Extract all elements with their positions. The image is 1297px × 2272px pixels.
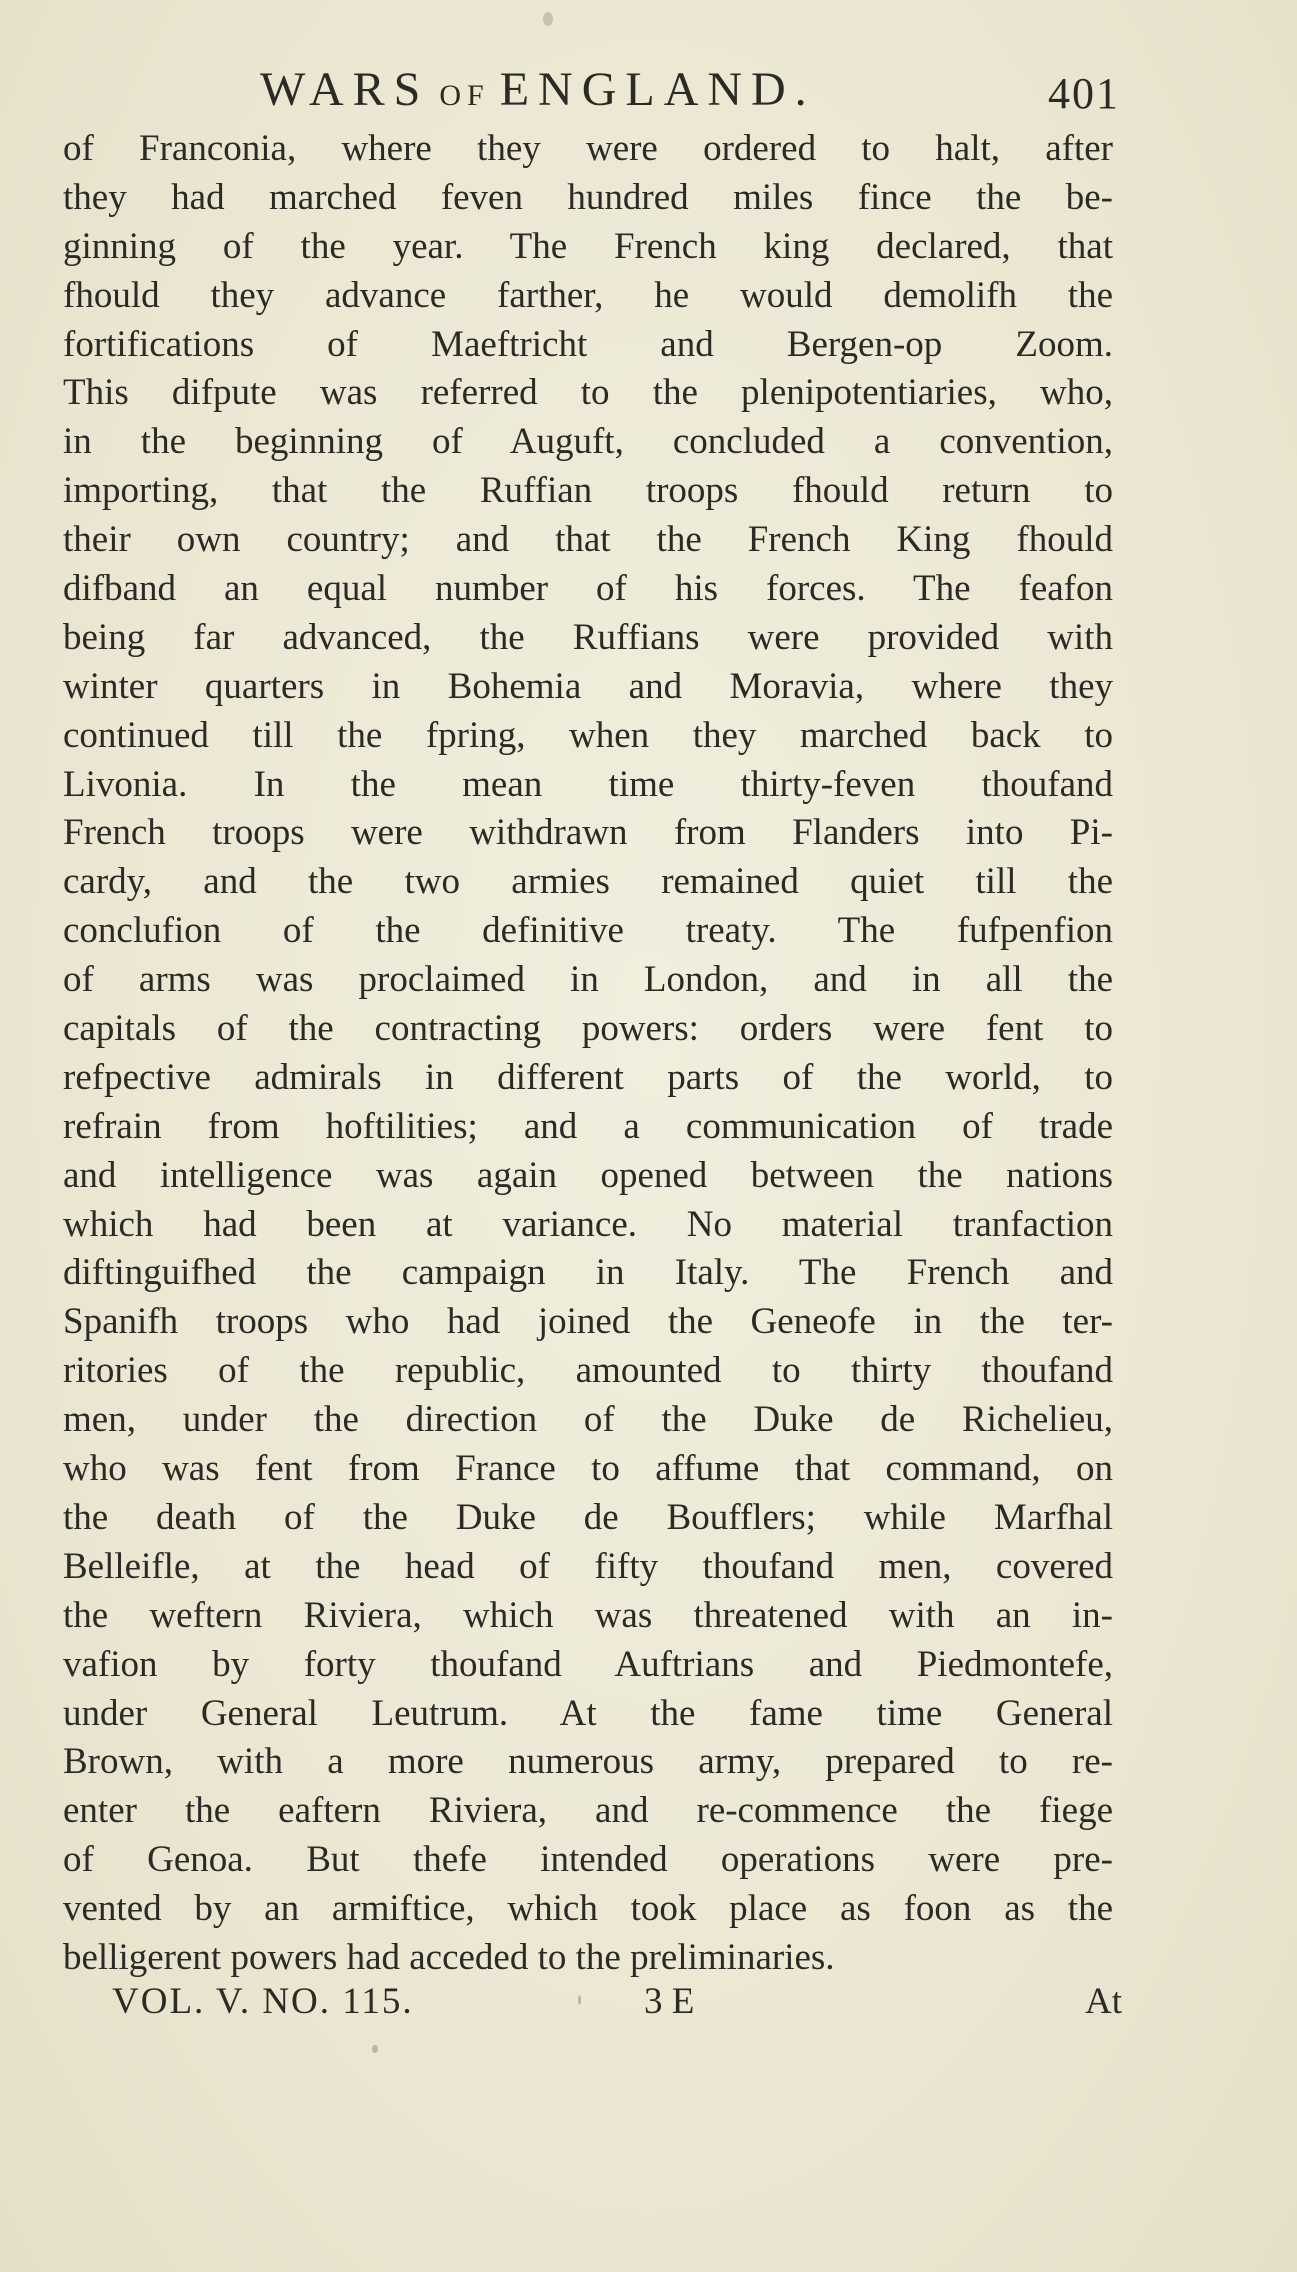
text-line: enter the eaftern Riviera, and re-commence the fiege — [63, 1790, 1113, 1832]
text-line: in the beginning of Auguft, concluded a convention, — [63, 421, 1113, 463]
text-line: fortifications of Maeftricht and Bergen-op Zoom. — [63, 323, 1113, 365]
text-line: being far advanced, the Ruffians were provided with — [63, 616, 1113, 658]
text-line: the death of the Duke de Boufflers; while Marfhal — [63, 1496, 1113, 1538]
text-line: Belleifle, at the head of fifty thoufand men, covered — [63, 1545, 1113, 1587]
volume-number: VOL. V. NO. 115. — [112, 1981, 414, 2022]
running-title — [260, 62, 816, 117]
text-line: French troops were withdrawn from Flanders into Pi- — [63, 812, 1113, 854]
text-line: vafion by forty thoufand Auftrians and Piedmontefe, — [63, 1643, 1113, 1685]
text-line: belligerent powers had acceded to the preliminaries. — [63, 1936, 835, 1978]
text-line: This difpute was referred to the plenipotentiaries, who, — [63, 372, 1113, 414]
page-footer — [112, 1980, 1122, 2040]
text-line: the weftern Riviera, which was threatened with an in- — [63, 1594, 1113, 1636]
text-line: importing, that the Ruffian troops fhould return to — [63, 470, 1113, 512]
text-line: who was fent from France to affume that command, on — [63, 1448, 1113, 1490]
body-text — [63, 125, 1113, 1983]
text-line: they had marched feven hundred miles fince the be- — [63, 176, 1113, 218]
text-line: and intelligence was again opened between the nations — [63, 1154, 1113, 1196]
text-line: difband an equal number of his forces. The feafon — [63, 568, 1113, 610]
text-line: vented by an armiftice, which took place as foon as the — [63, 1888, 1113, 1930]
title-wars: WARS — [260, 63, 430, 116]
text-line: continued till the fpring, when they marched back to — [63, 714, 1113, 756]
text-line: Livonia. In the mean time thirty-feven thoufand — [63, 763, 1113, 805]
title-of: OF — [439, 79, 490, 112]
text-line: of arms was proclaimed in London, and in all the — [63, 959, 1113, 1001]
text-line: Brown, with a more numerous army, prepared to re- — [63, 1741, 1113, 1783]
text-line: refpective admirals in different parts of the world, to — [63, 1056, 1113, 1098]
text-line: conclufion of the definitive treaty. The fufpenfion — [63, 910, 1113, 952]
paper-speck — [578, 1995, 581, 2005]
text-line: fhould they advance farther, he would demolifh the — [63, 274, 1113, 316]
text-line: their own country; and that the French King fhould — [63, 519, 1113, 561]
text-line: Spanifh troops who had joined the Geneofe in the ter- — [63, 1301, 1113, 1343]
page-number: 401 — [1048, 69, 1120, 118]
text-line: men, under the direction of the Duke de Richelieu, — [63, 1399, 1113, 1441]
text-line: winter quarters in Bohemia and Moravia, where they — [63, 665, 1113, 707]
text-line: of Genoa. But thefe intended operations were pre- — [63, 1839, 1113, 1881]
ink-blot — [543, 12, 553, 26]
text-line: which had been at variance. No material tranfaction — [63, 1203, 1113, 1245]
paper-speck — [372, 2045, 378, 2053]
signature-mark: 3 E — [644, 1981, 695, 2022]
text-line: ritories of the republic, amounted to thirty thoufand — [63, 1350, 1113, 1392]
text-line: cardy, and the two armies remained quiet till the — [63, 861, 1113, 903]
text-line: ginning of the year. The French king declared, that — [63, 225, 1113, 267]
text-line: under General Leutrum. At the fame time General — [63, 1692, 1113, 1734]
text-line: diftinguifhed the campaign in Italy. The French and — [63, 1252, 1113, 1294]
catchword: At — [1085, 1981, 1122, 2022]
running-head — [60, 62, 1120, 132]
text-line: of Franconia, where they were ordered to halt, after — [63, 128, 1113, 169]
text-line: capitals of the contracting powers: orders were fent to — [63, 1008, 1113, 1050]
title-england: ENGLAND. — [499, 63, 816, 116]
text-line: refrain from hoftilities; and a communication of trade — [63, 1105, 1113, 1147]
